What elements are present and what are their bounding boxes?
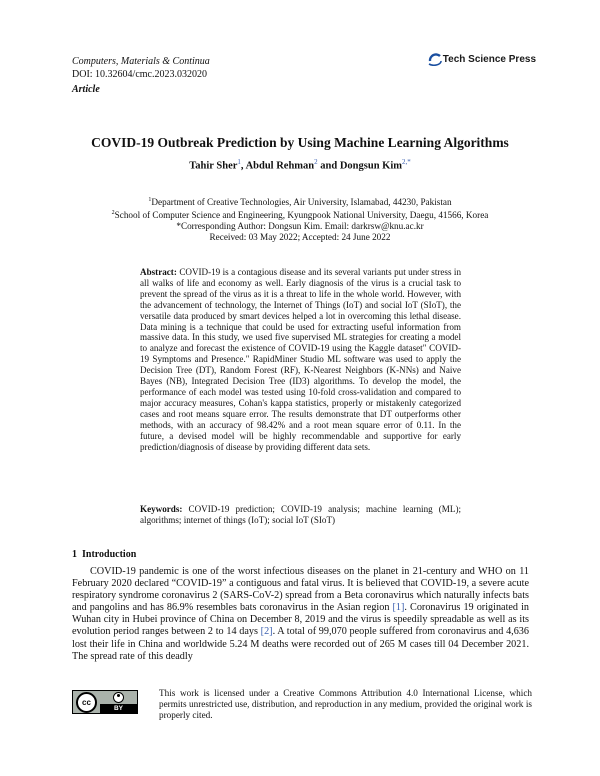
affiliation-text: Department of Creative Technologies, Air University, Islamabad, 44230, Pakistan: [151, 197, 452, 208]
author-affiliation-mark[interactable]: 2,*: [402, 158, 411, 166]
abstract: [140, 267, 461, 452]
author-affiliation-mark[interactable]: 2: [314, 158, 318, 166]
introduction-paragraph: [72, 566, 529, 663]
author-separator: ,: [240, 160, 246, 172]
keywords-text: COVID-19 prediction; COVID-19 analysis; machine learning (ML); algorithms; internet of things (IoT); social IoT (SIoT): [140, 504, 462, 525]
doi[interactable]: DOI: 10.32604/cmc.2023.032020: [72, 69, 207, 80]
affiliations: [40, 195, 560, 243]
section-heading-introduction: [72, 549, 136, 560]
article-type: Article: [72, 84, 100, 95]
affiliation-mark: 2: [111, 210, 115, 217]
publisher-logo-icon: [428, 52, 442, 66]
citation-link[interactable]: [2]: [260, 626, 273, 638]
author-name[interactable]: Dongsun Kim: [339, 160, 402, 172]
author-affiliation-mark[interactable]: 1: [237, 158, 241, 166]
license-footer: [72, 688, 532, 728]
corresponding-author[interactable]: *Corresponding Author: Dongsun Kim. Email: darkrsw@knu.ac.kr: [176, 221, 424, 232]
abstract-label: Abstract:: [140, 267, 177, 277]
cc-logo: cc: [76, 692, 97, 713]
cc-by-badge-icon[interactable]: [72, 690, 138, 714]
author-name[interactable]: Abdul Rehman: [245, 160, 315, 172]
author-name[interactable]: Tahir Sher: [189, 160, 238, 172]
affiliation-mark: 1: [148, 197, 152, 203]
license-text: This work is licensed under a Creative Commons Attribution 4.0 International License, which permits unrestricted use, distribution, and reproduction in any medium, provided the original work is properly cited.: [159, 688, 532, 720]
person-icon: [113, 692, 124, 703]
by-label: BY: [100, 704, 137, 713]
intro-text: . A total of 99,070 people suffered from coronavirus and 4,636 lost their life in China and worldwide 5.24 M deaths were recorded out of 265 M cases till 04 December 2021. The spread rate of this deadly: [72, 626, 529, 662]
intro-text: COVID-19 pandemic is one of the worst infectious diseases on the planet in 21-century and WHO on 11 February 2020 declared “COVID-19” a contiguous and fatal virus. It is believed that COVID-19, a severe acute respiratory syndrome coronavirus 2 (SARS-CoV-2) spread from a Beta coronavirus which naturally infects bats and pangolins and has 86.9% resembles bats coronavirus in the Asian region: [72, 566, 529, 614]
section-title: Introduction: [82, 549, 137, 560]
publisher-brand[interactable]: [428, 52, 536, 66]
citation-link[interactable]: [1]: [392, 602, 405, 614]
affiliation-text: School of Computer Science and Engineering, Kyungpook National University, Daegu, 41566, Korea: [114, 210, 489, 221]
publisher-name: Tech Science Press: [442, 53, 536, 65]
received-accepted-dates: Received: 03 May 2022; Accepted: 24 June 2022: [209, 232, 391, 243]
section-number: 1: [72, 549, 77, 560]
author-list: [40, 158, 560, 172]
affiliation-1: [40, 195, 560, 208]
keywords: [140, 504, 461, 526]
author-separator: and: [317, 160, 340, 172]
paper-title: COVID-19 Outbreak Prediction by Using Machine Learning Algorithms: [91, 135, 509, 150]
keywords-label: Keywords:: [140, 504, 183, 514]
journal-name: Computers, Materials & Continua: [72, 56, 210, 67]
intro-text: . Coronavirus 19 originated in Wuhan city in Hubei province of China on December 8, 2019 and the virus is speedily spreadable as well as its evolution period ranges between 2 to 14 days: [72, 602, 529, 638]
abstract-text: COVID-19 is a contagious disease and its several variants put under stress in all walks of life and economy as well. Early diagnosis of the virus is a crucial task to prevent the spread of the virus as it is a threat to life in the whole world. However, with the advancement of technology, the Internet of Things (IoT) and social IoT (SIoT), the versatile data produced by smart devices helped a lot in overcoming this lethal disease. Data mining is a technique that could be used for extracting useful information from massive data. In this study, we used five supervised ML strategies for creating a model to analyze and forecast the existence of COVID-19 using the Kaggle dataset" COVID-19 Symptoms and Presence." RapidMiner Studio ML software was used to apply the Decision Tree (DT), Random Forest (RF), K-Nearest Neighbors (K-NNs) and Naive Bayes (NB), Integrated Decision Tree (ID3) algorithms. To develop the model, the performance of each model was tested using 10-fold cross-validation and compared to major accuracy measures, Cohan's kappa statistics, properly or mistakenly categorized cases and root means square error. The results demonstrate that DT outperforms other methods, with an accuracy of 98.42% and a root mean square error of 0.11. In the future, a devised model will be highly recommendable and supportive for early prediction/diagnosis of disease by providing different data sets.: [140, 267, 461, 452]
affiliation-2: [40, 208, 560, 221]
